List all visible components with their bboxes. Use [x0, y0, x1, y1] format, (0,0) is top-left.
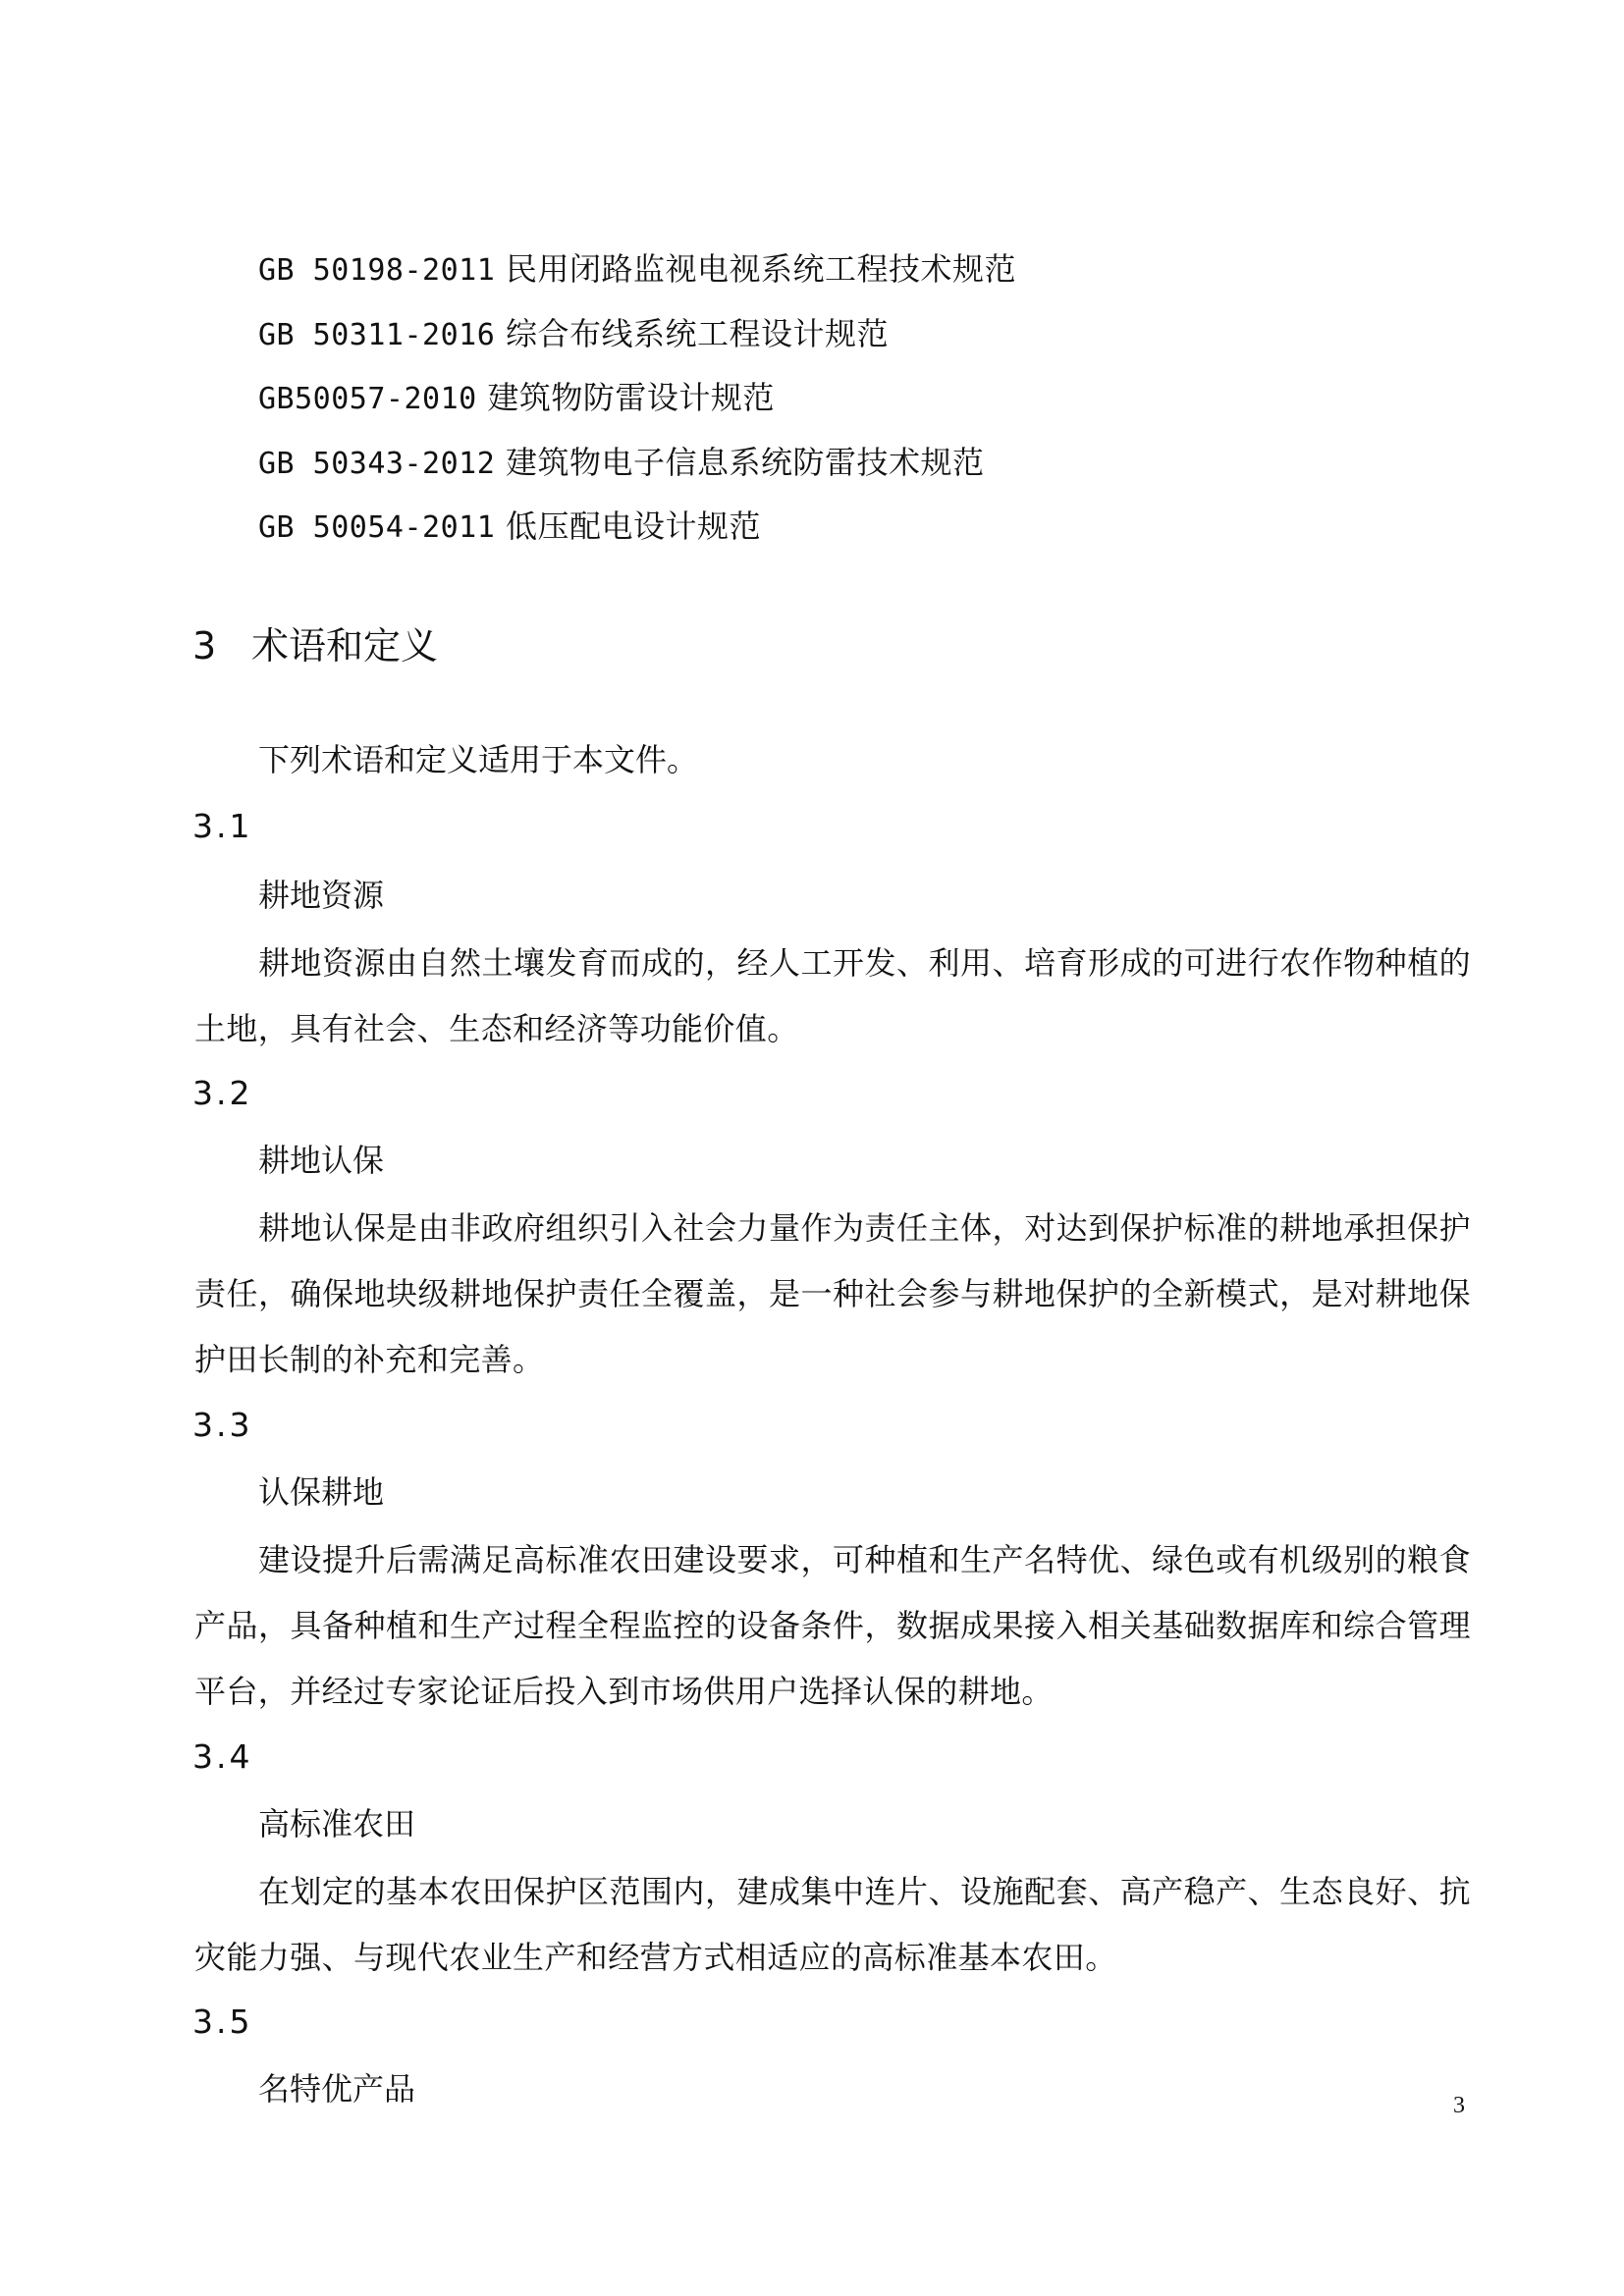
- reference-title: 综合布线系统工程设计规范: [505, 314, 889, 352]
- term-name: 耕地认保: [258, 1142, 385, 1179]
- reference-code: GB 50198-2011: [258, 253, 496, 288]
- term-number: 3.1: [192, 807, 253, 845]
- reference-item: [258, 435, 1016, 500]
- reference-code: GB 50343-2012: [258, 446, 496, 481]
- term-definition: 建设提升后需满足高标准农田建设要求，可种植和生产名特优、绿色或有机级别的粮食产品，具备种植和生产过程全程监控的设备条件，数据成果接入相关基础数据库和综合管理平台，并经过专家论证后投入到市场供用户选择认保的耕地。: [194, 1541, 1471, 1710]
- section-intro: 下列术语和定义适用于本文件。: [258, 741, 699, 778]
- term-name: 名特优产品: [258, 2070, 416, 2108]
- normative-reference-list: [258, 241, 1016, 563]
- reference-code: GB 50054-2011: [258, 510, 496, 545]
- reference-title: 民用闭路监视电视系统工程技术规范: [505, 250, 1016, 288]
- term-number: 3.4: [192, 1737, 253, 1776]
- page-number: 3: [1453, 2093, 1465, 2118]
- section-title: 术语和定义: [251, 624, 439, 667]
- section-heading: [192, 616, 438, 675]
- reference-code: GB 50311-2016: [258, 317, 496, 352]
- reference-item: [258, 370, 1016, 435]
- reference-code: GB50057-2010: [258, 382, 477, 416]
- reference-item: [258, 306, 1016, 371]
- term-definition: 耕地认保是由非政府组织引入社会力量作为责任主体，对达到保护标准的耕地承担保护责任，确保地块级耕地保护责任全覆盖，是一种社会参与耕地保护的全新模式，是对耕地保护田长制的补充和完善。: [194, 1209, 1471, 1378]
- term-name: 高标准农田: [258, 1805, 416, 1842]
- term-number: 3.5: [192, 2002, 253, 2041]
- term-name: 耕地资源: [258, 877, 385, 914]
- term-number: 3.2: [192, 1074, 253, 1112]
- term-definition: 耕地资源由自然土壤发育而成的，经人工开发、利用、培育形成的可进行农作物种植的土地，具有社会、生态和经济等功能价值。: [194, 944, 1471, 1047]
- term-definition: 在划定的基本农田保护区范围内，建成集中连片、设施配套、高产稳产、生态良好、抗灾能力强、与现代农业生产和经营方式相适应的高标准基本农田。: [194, 1873, 1471, 1976]
- reference-title: 建筑物防雷设计规范: [487, 379, 775, 416]
- reference-title: 低压配电设计规范: [505, 507, 761, 545]
- term-name: 认保耕地: [258, 1473, 385, 1511]
- reference-item: [258, 241, 1016, 306]
- reference-item: [258, 499, 1016, 563]
- reference-title: 建筑物电子信息系统防雷技术规范: [505, 443, 985, 481]
- term-number: 3.3: [192, 1406, 253, 1444]
- section-number: 3: [192, 624, 217, 667]
